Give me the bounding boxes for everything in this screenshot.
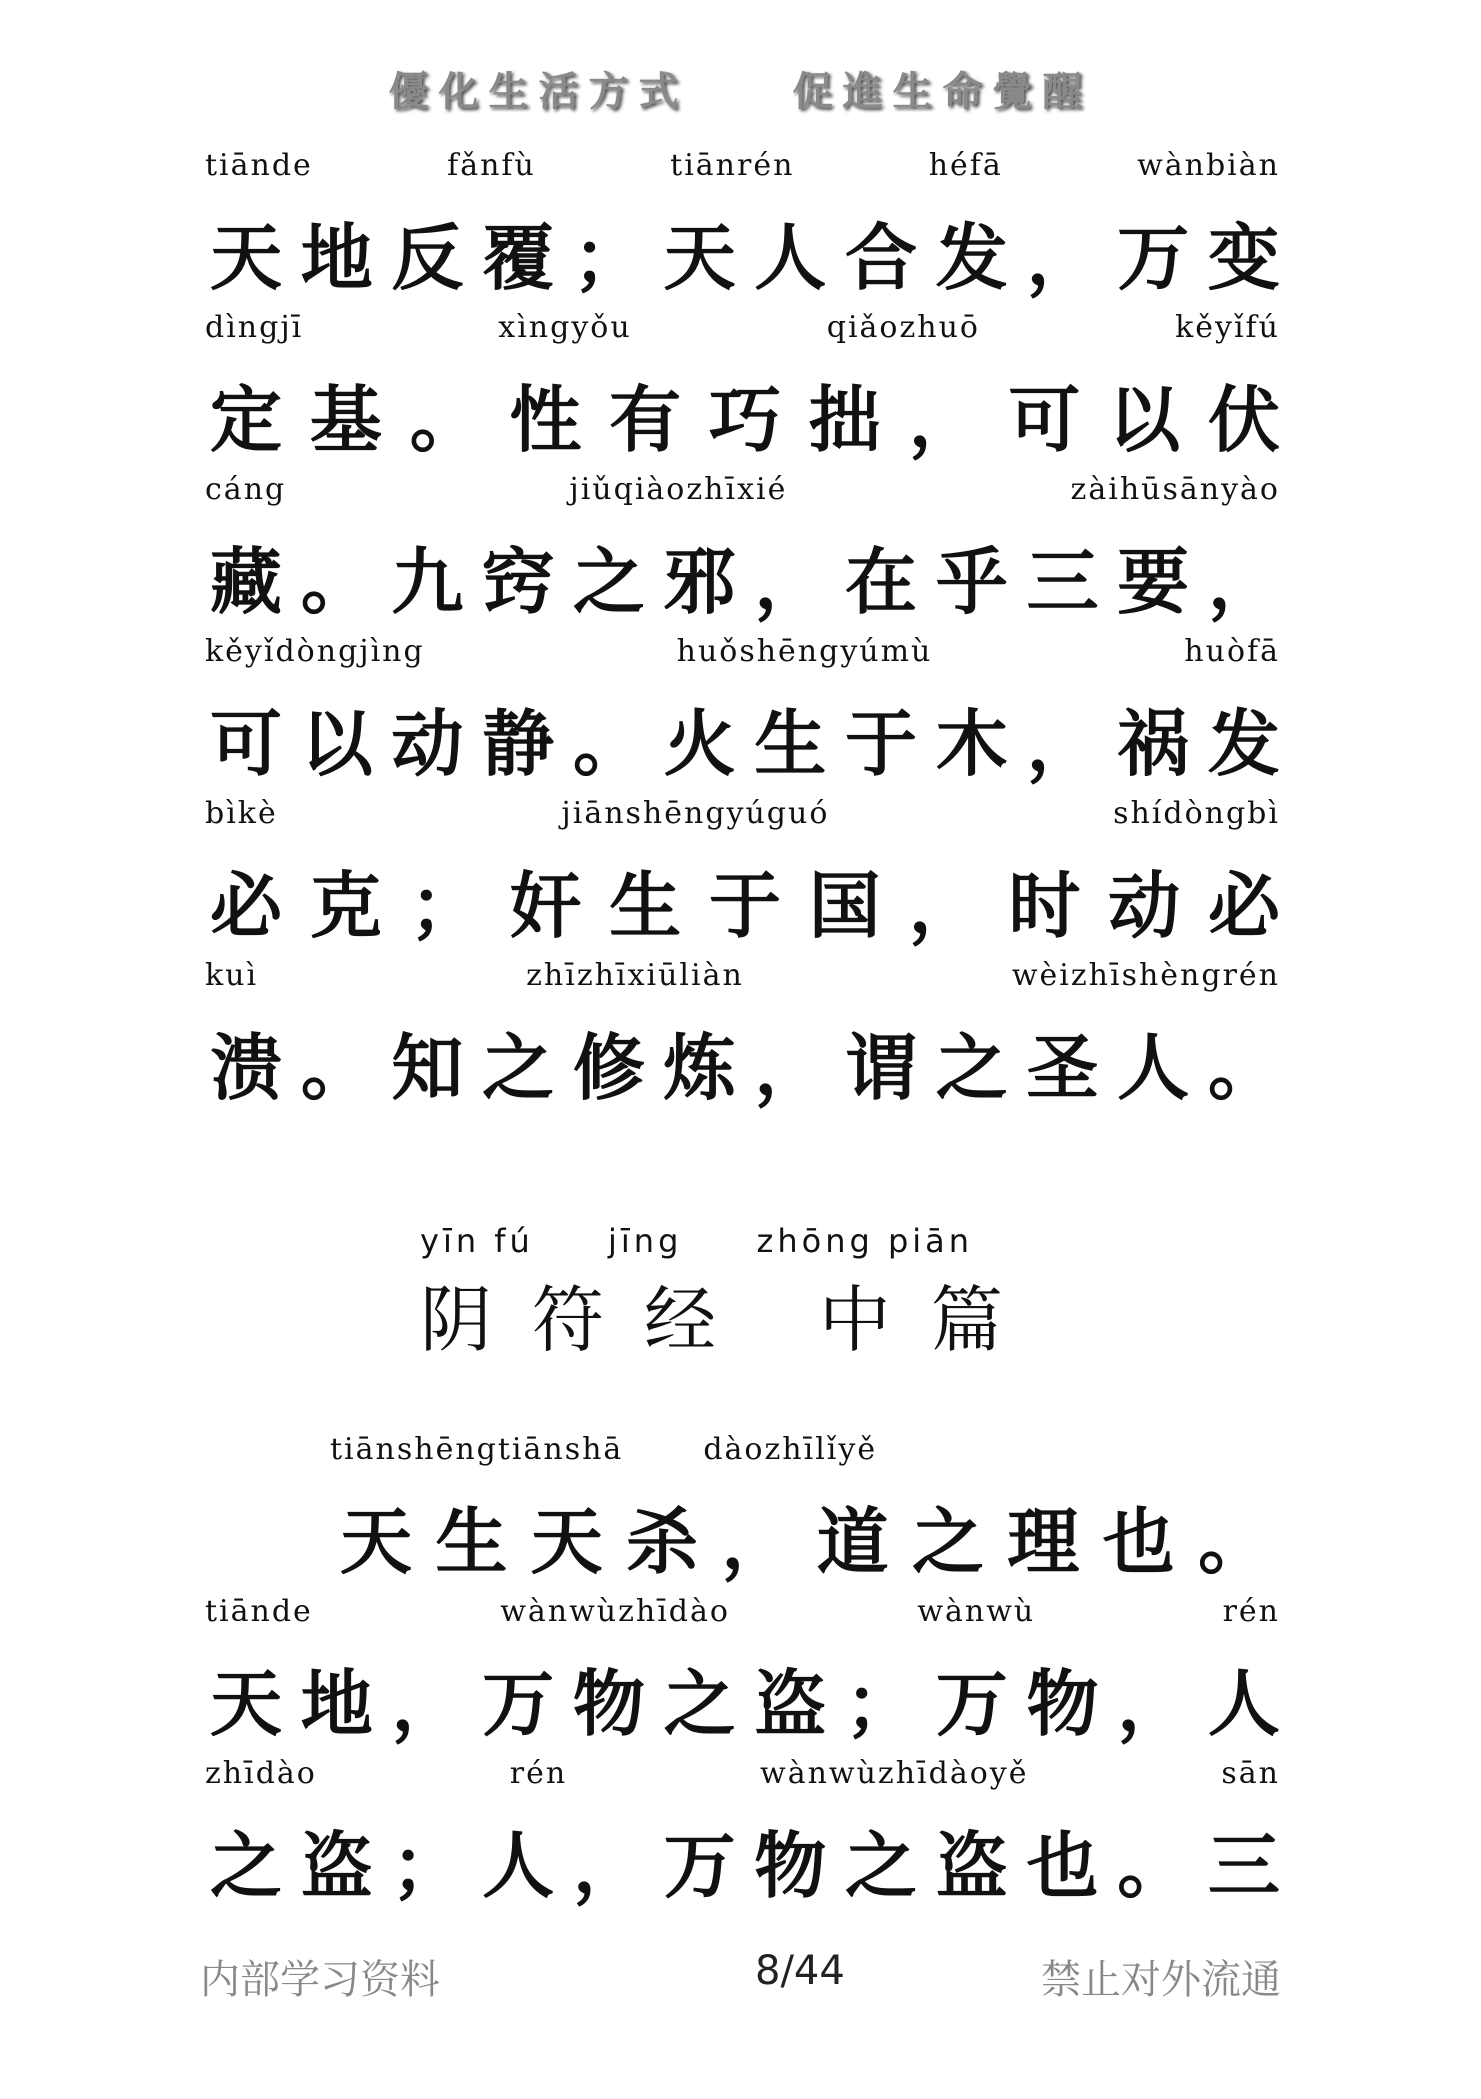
hanzi-char: 发	[935, 215, 1008, 300]
hanzi-char: 。	[1197, 1499, 1270, 1584]
hanzi-char: 拙	[808, 377, 881, 462]
hanzi-char: 发	[1207, 701, 1280, 786]
hanzi-char: 谓	[845, 1025, 918, 1110]
hanzi-char: 天	[209, 215, 282, 300]
page-number: 8/44	[755, 1948, 845, 1994]
hanzi-char: 于	[708, 863, 781, 948]
hanzi-char: 也	[1102, 1499, 1175, 1584]
hanzi-char: 人	[482, 1823, 555, 1908]
hanzi-char: 。	[1117, 1823, 1190, 1908]
hanzi-char: ，	[908, 863, 981, 948]
hanzi-char: 圣	[1026, 1025, 1099, 1110]
hanzi-char: 国	[808, 863, 881, 948]
pinyin-word: zhōng piān	[756, 1222, 974, 1260]
pinyin-word: héfā	[928, 148, 1003, 183]
section-title-pinyin	[420, 1222, 1033, 1260]
pinyin-word: wànwùzhīdào	[500, 1594, 730, 1629]
hanzi-char: 物	[754, 1823, 827, 1908]
pinyin-line	[205, 1594, 1280, 1629]
pinyin-line	[205, 310, 1280, 345]
hanzi-char: ，	[1026, 701, 1099, 786]
hanzi-char: 之	[845, 1823, 918, 1908]
hanzi-char: ；	[572, 215, 645, 300]
hanzi-char: 祸	[1117, 701, 1190, 786]
hanzi-char: 窍	[482, 539, 555, 624]
pinyin-word: huǒshēngyúmù	[676, 634, 933, 669]
hanzi-char: 。	[572, 701, 645, 786]
hanzi-char: 万	[663, 1823, 736, 1908]
hanzi-char: 要	[1117, 539, 1190, 624]
hanzi-char: 基	[309, 377, 382, 462]
pinyin-line	[205, 796, 1280, 831]
pinyin-word: kěyǐdòngjìng	[205, 634, 425, 669]
hanzi-char: 以	[300, 701, 373, 786]
header-left: 優化生活方式	[388, 69, 689, 115]
hanzi-char: 性	[509, 377, 582, 462]
pinyin-word: rén	[509, 1756, 568, 1791]
pinyin-word: yīn fú	[420, 1222, 534, 1260]
hanzi-line	[205, 524, 1285, 628]
hanzi-char: 火	[663, 701, 736, 786]
hanzi-char: 克	[309, 863, 382, 948]
hanzi-char: 盗	[935, 1823, 1008, 1908]
hanzi-char: 天	[530, 1499, 603, 1584]
pinyin-word: tiānde	[205, 1594, 313, 1629]
hanzi-line	[205, 362, 1285, 466]
hanzi-char: 必	[209, 863, 282, 948]
hanzi-char: 在	[845, 539, 918, 624]
hanzi-line	[205, 1808, 1285, 1912]
hanzi-char: 巧	[708, 377, 781, 462]
hanzi-char: 变	[1207, 215, 1280, 300]
pinyin-word: kěyǐfú	[1175, 310, 1280, 345]
hanzi-char: 三	[1026, 539, 1099, 624]
hanzi-char: 。	[409, 377, 482, 462]
hanzi-char: 地	[300, 215, 373, 300]
hanzi-char: ，	[754, 539, 827, 624]
hanzi-char: ，	[908, 377, 981, 462]
hanzi-char: ；	[391, 1823, 464, 1908]
pinyin-line	[330, 1432, 1190, 1467]
hanzi-char: 三	[1207, 1823, 1280, 1908]
hanzi-char: 伏	[1207, 377, 1280, 462]
pinyin-word: wànwùzhīdàoyě	[760, 1756, 1029, 1791]
pinyin-word: tiānshēngtiānshā	[330, 1432, 624, 1467]
pinyin-word: fǎnfù	[447, 148, 536, 183]
hanzi-char: 天	[339, 1499, 412, 1584]
pinyin-word: jīng	[608, 1222, 683, 1260]
hanzi-char: 之	[482, 1025, 555, 1110]
hanzi-line	[205, 686, 1285, 790]
section-title: 阴符经 中篇	[420, 1278, 1043, 1362]
hanzi-char: 理	[1007, 1499, 1080, 1584]
hanzi-char: 也	[1026, 1823, 1099, 1908]
pinyin-word: dàozhīlǐyě	[703, 1432, 878, 1467]
pinyin-word: dìngjī	[205, 310, 304, 345]
hanzi-char: 天	[663, 215, 736, 300]
hanzi-char: 动	[1108, 863, 1181, 948]
hanzi-char: 生	[609, 863, 682, 948]
pinyin-word: qiǎozhuō	[826, 310, 980, 345]
hanzi-char: ，	[721, 1499, 794, 1584]
pinyin-word: tiānde	[205, 148, 313, 183]
hanzi-line	[205, 848, 1285, 952]
pinyin-line	[205, 1756, 1280, 1791]
hanzi-line	[335, 1484, 1275, 1588]
hanzi-char: 道	[816, 1499, 889, 1584]
hanzi-char: 木	[935, 701, 1008, 786]
hanzi-char: 知	[391, 1025, 464, 1110]
hanzi-char: 人	[1117, 1025, 1190, 1110]
hanzi-line	[205, 1010, 1285, 1114]
hanzi-char: 奸	[509, 863, 582, 948]
hanzi-char: 之	[911, 1499, 984, 1584]
hanzi-char: 定	[209, 377, 282, 462]
pinyin-word: wànwù	[917, 1594, 1036, 1629]
hanzi-char: 九	[391, 539, 464, 624]
hanzi-char: 可	[209, 701, 282, 786]
hanzi-char: ，	[1117, 1661, 1190, 1746]
hanzi-char: 天	[209, 1661, 282, 1746]
header-right: 促進生命覺醒	[792, 69, 1093, 115]
pinyin-word: shídòngbì	[1113, 796, 1280, 831]
hanzi-char: 溃	[209, 1025, 282, 1110]
hanzi-char: 。	[1207, 1025, 1280, 1110]
hanzi-char: 人	[754, 215, 827, 300]
hanzi-char: 必	[1207, 863, 1280, 948]
pinyin-word: jiānshēngyúguó	[561, 796, 830, 831]
pinyin-word: rén	[1222, 1594, 1280, 1629]
hanzi-char: 炼	[663, 1025, 736, 1110]
hanzi-char: ；	[409, 863, 482, 948]
pinyin-word: wànbiàn	[1137, 148, 1280, 183]
hanzi-char: 之	[663, 1661, 736, 1746]
pinyin-word: zhīdào	[205, 1756, 317, 1791]
hanzi-char: 生	[754, 701, 827, 786]
footer-left-label: 内部学习资料	[200, 1957, 440, 2003]
hanzi-char: 动	[391, 701, 464, 786]
hanzi-char: 合	[845, 215, 918, 300]
pinyin-word: huòfā	[1184, 634, 1280, 669]
hanzi-char: 有	[609, 377, 682, 462]
hanzi-char: 静	[482, 701, 555, 786]
pinyin-line	[205, 634, 1280, 669]
hanzi-char: 万	[482, 1661, 555, 1746]
hanzi-char: 覆	[482, 215, 555, 300]
hanzi-char: 可	[1008, 377, 1081, 462]
hanzi-line	[205, 200, 1285, 304]
hanzi-char: ；	[845, 1661, 918, 1746]
pinyin-line	[205, 958, 1280, 993]
hanzi-char: 以	[1108, 377, 1181, 462]
hanzi-char: 于	[845, 701, 918, 786]
hanzi-char: 地	[300, 1661, 373, 1746]
pinyin-word: xìngyǒu	[498, 310, 632, 345]
hanzi-char: 修	[572, 1025, 645, 1110]
pinyin-line	[205, 472, 1280, 507]
pinyin-word: tiānrén	[670, 148, 795, 183]
pinyin-word: cáng	[205, 472, 287, 507]
hanzi-char: 乎	[935, 539, 1008, 624]
hanzi-char: 杀	[625, 1499, 698, 1584]
hanzi-line	[205, 1646, 1285, 1750]
hanzi-char: 物	[1026, 1661, 1099, 1746]
hanzi-char: 反	[391, 215, 464, 300]
hanzi-char: 盗	[300, 1823, 373, 1908]
hanzi-char: 生	[435, 1499, 508, 1584]
hanzi-char: 。	[300, 1025, 373, 1110]
hanzi-char: ，	[572, 1823, 645, 1908]
hanzi-char: 邪	[663, 539, 736, 624]
hanzi-char: ，	[391, 1661, 464, 1746]
hanzi-char: 之	[935, 1025, 1008, 1110]
hanzi-char: 人	[1207, 1661, 1280, 1746]
hanzi-char: ，	[1207, 539, 1280, 624]
hanzi-char: 。	[300, 539, 373, 624]
hanzi-char: ，	[1026, 215, 1099, 300]
pinyin-word: zàihūsānyào	[1070, 472, 1280, 507]
hanzi-char: 万	[1117, 215, 1190, 300]
pinyin-word: wèizhīshèngrén	[1011, 958, 1280, 993]
hanzi-char: 盗	[754, 1661, 827, 1746]
pinyin-word: sān	[1221, 1756, 1280, 1791]
footer-right-label: 禁止对外流通	[1041, 1957, 1281, 2003]
hanzi-char: 之	[572, 539, 645, 624]
hanzi-char: 藏	[209, 539, 282, 624]
hanzi-char: ，	[754, 1025, 827, 1110]
hanzi-char: 之	[209, 1823, 282, 1908]
pinyin-word: zhīzhīxiūliàn	[526, 958, 744, 993]
hanzi-char: 物	[572, 1661, 645, 1746]
pinyin-line	[205, 148, 1280, 183]
pinyin-word: jiǔqiàozhīxié	[569, 472, 788, 507]
pinyin-word: kuì	[205, 958, 259, 993]
page-header	[0, 60, 1481, 117]
hanzi-char: 时	[1008, 863, 1081, 948]
hanzi-char: 万	[935, 1661, 1008, 1746]
pinyin-word: bìkè	[205, 796, 278, 831]
